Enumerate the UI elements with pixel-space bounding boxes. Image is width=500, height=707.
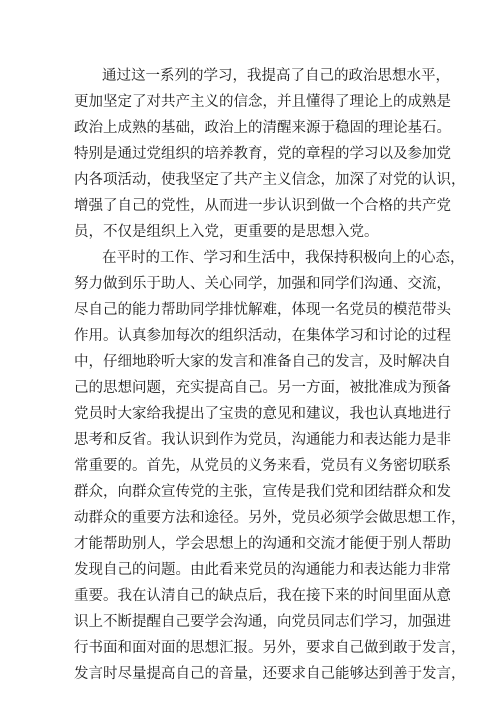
paragraph-2-line-15: 识上不断提醒自己要学会沟通，向党员同志们学习，加强进 [74,614,451,630]
paragraph-2-line-14: 重要。我在认清自己的缺点后，我在接下来的时间里面从意 [74,588,451,604]
paragraph-2-line-13: 发现自己的问题。由此看来党员的沟通能力和表达能力非常 [74,562,451,578]
paragraph-2-line-5: 中，仔细地聆听大家的发言和准备自己的发言，及时解决自 [74,354,451,370]
paragraph-2-line-16: 行书面和面对面的思想汇报。另外，要求自己做到敢于发言， [74,640,466,656]
paragraph-2-line-8: 思考和反省。我认识到作为党员，沟通能力和表达能力是非 [74,432,451,448]
paragraph-1-line-3: 政治上成熟的基础，政治上的清醒来源于稳固的理论基石。 [74,120,451,136]
paragraph-1-line-1: 通过这一系列的学习，我提高了自己的政治思想水平， [102,68,450,84]
paragraph-2-line-11: 动群众的重要方法和途径。另外，党员必须学会做思想工作， [74,510,466,526]
paragraph-1-line-4: 特别是通过党组织的培养教育，党的章程的学习以及参加党 [74,146,451,162]
paragraph-2-line-10: 群众，向群众宣传党的主张，宣传是我们党和团结群众和发 [74,484,451,500]
paragraph-2-line-2: 努力做到乐于助人、关心同学，加强和同学们沟通、交流， [74,276,451,292]
paragraph-2-line-6: 己的思想问题，充实提高自己。另一方面，被批准成为预备 [74,380,451,396]
paragraph-1-line-2: 更加坚定了对共产主义的信念，并且懂得了理论上的成熟是 [74,94,451,110]
paragraph-2-line-3: 尽自己的能力帮助同学排忧解难，体现一名党员的模范带头 [74,302,451,318]
paragraph-2-line-7: 党员时大家给我提出了宝贵的意见和建议，我也认真地进行 [74,406,451,422]
paragraph-2-line-17: 发言时尽量提高自己的音量，还要求自己能够达到善于发言， [74,666,466,682]
paragraph-1-line-6: 增强了自己的党性，从而进一步认识到做一个合格的共产党 [74,198,451,214]
paragraph-2-line-9: 常重要的。首先，从党员的义务来看，党员有义务密切联系 [74,458,451,474]
paragraph-2-line-12: 才能帮助别人，学会思想上的沟通和交流才能便于别人帮助 [74,536,451,552]
paragraph-2-line-4: 作用。认真参加每次的组织活动，在集体学习和讨论的过程 [74,328,451,344]
paragraph-1-line-5: 内各项活动，使我坚定了共产主义信念，加深了对党的认识， [74,172,466,188]
paragraph-2-line-1: 在平时的工作、学习和生活中，我保持积极向上的心态， [102,250,465,266]
paragraph-1-line-7: 员，不仅是组织上入党，更重要的是思想入党。 [74,224,379,240]
